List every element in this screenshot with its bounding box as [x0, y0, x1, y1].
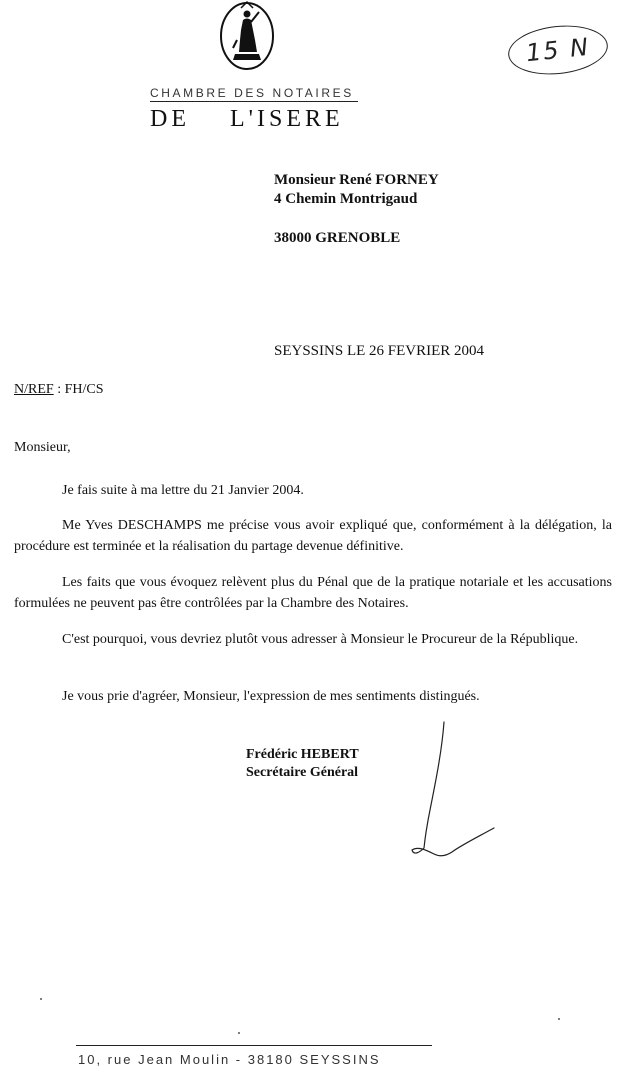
paragraph-text: Me Yves DESCHAMPS me précise vous avoir expliqué que, conformément à la délégation, la procédure est terminée et la réalisation du partage devenue définitive. [14, 518, 612, 554]
handwritten-reference-stamp [506, 21, 610, 79]
signatory-title: Secrétaire Général [246, 765, 359, 780]
reference-line [14, 382, 104, 398]
org-name-line1: CHAMBRE DES NOTAIRES [150, 86, 354, 100]
body-paragraph [14, 515, 612, 557]
body-paragraph [14, 480, 612, 501]
org-name-line2: DE L'ISERE [150, 106, 344, 132]
paragraph-text: Je fais suite à ma lettre du 21 Janvier 2004. [62, 483, 304, 498]
place-date: SEYSSINS LE 26 FEVRIER 2004 [274, 343, 485, 359]
paragraph-text: Les faits que vous évoquez relèvent plus du Pénal que de la pratique notariale et les accusations formulées ne peuvent pas être contrôlées par la Chambre des Notaires. [14, 575, 612, 611]
recipient-street: 4 Chemin Montrigaud [274, 191, 418, 207]
stamp-text: 15 N [524, 32, 592, 68]
reference-value: : FH/CS [53, 382, 104, 397]
scan-speck [40, 998, 42, 1000]
footer-address: 10, rue Jean Moulin - 38180 SEYSSINS [78, 1052, 381, 1067]
body-paragraph [14, 629, 612, 650]
scan-speck [238, 1032, 240, 1034]
body-paragraph [14, 572, 612, 614]
paragraph-text: C'est pourquoi, vous devriez plutôt vous adresser à Monsieur le Procureur de la République. [62, 632, 579, 647]
letterhead-divider [150, 101, 358, 102]
footer-divider [76, 1045, 432, 1046]
handwritten-signature [400, 720, 510, 870]
reference-label: N/REF [14, 382, 54, 397]
recipient-city: 38000 GRENOBLE [274, 230, 401, 246]
body-paragraph [14, 686, 612, 707]
salutation: Monsieur, [14, 440, 71, 455]
recipient-name: Monsieur René FORNEY [274, 172, 439, 188]
paragraph-text: Je vous prie d'agréer, Monsieur, l'expression de mes sentiments distingués. [62, 689, 480, 704]
signatory-name: Frédéric HEBERT [246, 747, 359, 762]
scan-speck [558, 1018, 560, 1020]
statue-emblem-icon [219, 0, 275, 74]
